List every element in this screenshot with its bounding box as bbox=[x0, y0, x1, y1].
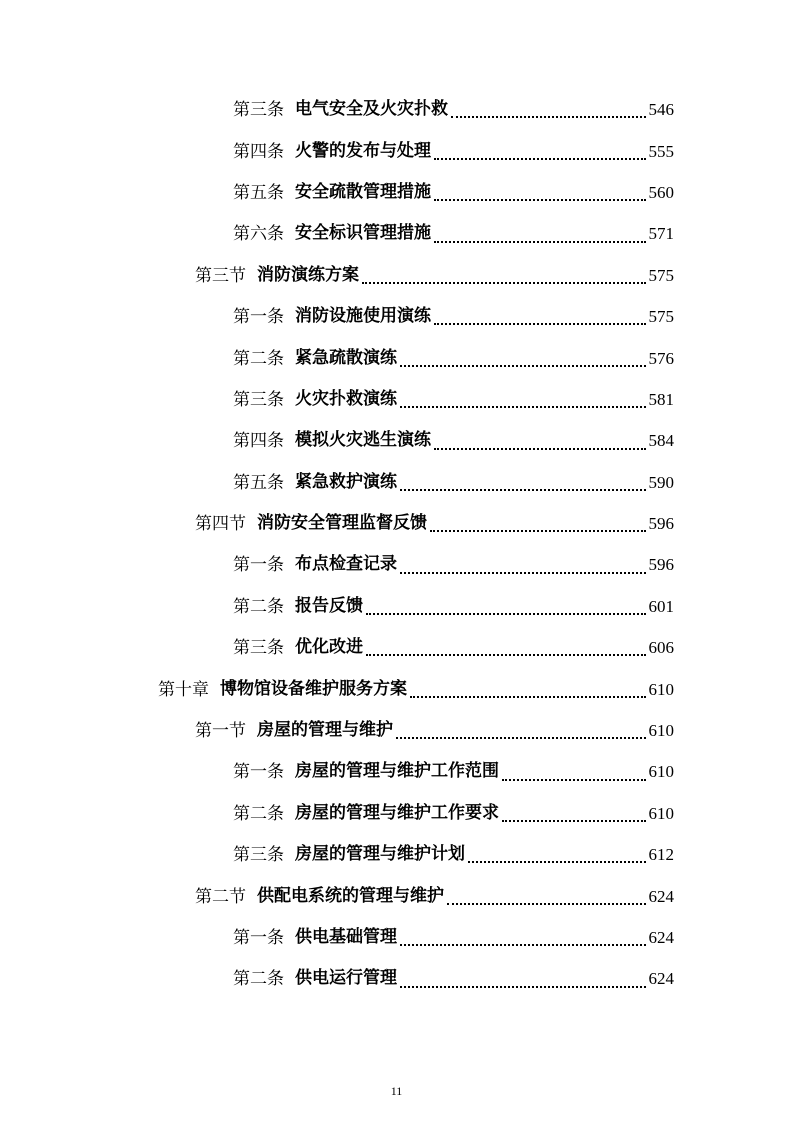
toc-entry-page: 612 bbox=[648, 845, 674, 865]
toc-entry-title: 房屋的管理与维护工作要求 bbox=[295, 802, 499, 823]
toc-entry-number: 第二条 bbox=[233, 803, 284, 823]
toc-entry-title: 优化改进 bbox=[295, 637, 363, 658]
toc-entry-page: 584 bbox=[648, 431, 674, 451]
toc-dot-leader bbox=[366, 613, 646, 615]
toc-entry-page: 624 bbox=[648, 928, 674, 947]
toc-entry-number: 第三条 bbox=[233, 389, 284, 409]
toc-entry-page: 624 bbox=[648, 969, 674, 989]
toc-entry-page: 610 bbox=[648, 762, 674, 782]
toc-entry-page: 624 bbox=[648, 886, 674, 906]
toc-entry-article[interactable] bbox=[0, 917, 793, 958]
toc-entry-title: 供配电系统的管理与维护 bbox=[257, 885, 444, 906]
toc-entry-title: 紧急救护演练 bbox=[295, 471, 397, 492]
toc-entry-number: 第一条 bbox=[233, 555, 284, 575]
toc-entry-page: 610 bbox=[648, 679, 674, 699]
toc-entry-title: 供电基础管理 bbox=[295, 927, 397, 947]
toc-dot-leader bbox=[410, 696, 646, 698]
toc-dot-leader bbox=[434, 199, 646, 201]
toc-entry-page: 571 bbox=[648, 224, 674, 244]
toc-entry-section[interactable] bbox=[0, 255, 793, 296]
toc-entry-page: 596 bbox=[648, 555, 674, 575]
toc-dot-leader bbox=[447, 903, 646, 905]
toc-entry-article[interactable] bbox=[0, 462, 793, 503]
toc-dot-leader bbox=[434, 241, 646, 243]
toc-entry-article[interactable] bbox=[0, 586, 793, 627]
toc-entry-title: 火警的发布与处理 bbox=[295, 140, 431, 161]
toc-dot-leader bbox=[366, 654, 646, 656]
toc-entry-page: 546 bbox=[648, 100, 674, 120]
toc-entry-title: 电气安全及火灾扑救 bbox=[295, 99, 448, 120]
toc-entry-article[interactable] bbox=[0, 544, 793, 585]
toc-entry-page: 576 bbox=[648, 348, 674, 368]
table-of-contents bbox=[0, 89, 793, 1000]
toc-entry-number: 第二节 bbox=[195, 886, 246, 906]
toc-entry-article[interactable] bbox=[0, 172, 793, 213]
toc-entry-article[interactable] bbox=[0, 296, 793, 337]
toc-entry-article[interactable] bbox=[0, 89, 793, 130]
page-number: 11 bbox=[390, 1084, 403, 1098]
toc-entry-title: 博物馆设备维护服务方案 bbox=[220, 678, 407, 699]
toc-entry-title: 消防演练方案 bbox=[257, 264, 359, 285]
toc-entry-chapter[interactable] bbox=[0, 668, 793, 709]
toc-entry-number: 第三节 bbox=[195, 265, 246, 285]
toc-entry-page: 555 bbox=[648, 141, 674, 161]
toc-dot-leader bbox=[362, 282, 646, 284]
toc-entry-page: 560 bbox=[648, 182, 674, 202]
toc-entry-number: 第六条 bbox=[233, 224, 284, 244]
toc-dot-leader bbox=[434, 323, 646, 325]
toc-entry-number: 第三条 bbox=[233, 100, 284, 120]
toc-entry-title: 报告反馈 bbox=[295, 595, 363, 616]
toc-entry-number: 第二条 bbox=[233, 348, 284, 368]
toc-entry-title: 消防设施使用演练 bbox=[295, 306, 431, 327]
toc-entry-title: 消防安全管理监督反馈 bbox=[257, 513, 427, 534]
toc-entry-article[interactable] bbox=[0, 751, 793, 792]
toc-entry-title: 模拟火灾逃生演练 bbox=[295, 430, 431, 451]
toc-entry-title: 供电运行管理 bbox=[295, 968, 397, 989]
toc-dot-leader bbox=[400, 365, 646, 367]
toc-entry-article[interactable] bbox=[0, 379, 793, 420]
toc-entry-title: 火灾扑救演练 bbox=[295, 388, 397, 409]
toc-entry-page: 610 bbox=[648, 721, 674, 741]
toc-dot-leader bbox=[400, 489, 646, 491]
toc-dot-leader bbox=[502, 820, 646, 822]
toc-dot-leader bbox=[434, 448, 646, 450]
toc-entry-title: 房屋的管理与维护工作范围 bbox=[295, 761, 499, 782]
toc-entry-article[interactable] bbox=[0, 337, 793, 378]
toc-entry-page: 575 bbox=[648, 265, 674, 285]
toc-entry-number: 第四节 bbox=[195, 514, 246, 534]
toc-entry-page: 596 bbox=[648, 514, 674, 534]
toc-entry-page: 610 bbox=[648, 803, 674, 823]
toc-entry-page: 590 bbox=[648, 472, 674, 492]
toc-dot-leader bbox=[400, 986, 646, 988]
toc-entry-number: 第一节 bbox=[195, 721, 246, 741]
toc-entry-number: 第一条 bbox=[233, 928, 284, 947]
toc-entry-number: 第三条 bbox=[233, 638, 284, 658]
toc-entry-number: 第十章 bbox=[158, 679, 209, 699]
toc-entry-page: 601 bbox=[648, 596, 674, 616]
toc-entry-number: 第四条 bbox=[233, 431, 284, 451]
toc-entry-title: 安全标识管理措施 bbox=[295, 223, 431, 244]
toc-entry-article[interactable] bbox=[0, 793, 793, 834]
toc-entry-number: 第一条 bbox=[233, 307, 284, 327]
toc-entry-title: 房屋的管理与维护 bbox=[257, 720, 393, 741]
toc-entry-page: 575 bbox=[648, 307, 674, 327]
toc-entry-title: 紧急疏散演练 bbox=[295, 347, 397, 368]
toc-entry-number: 第三条 bbox=[233, 845, 284, 865]
toc-entry-article[interactable] bbox=[0, 958, 793, 999]
toc-entry-number: 第二条 bbox=[233, 969, 284, 989]
toc-dot-leader bbox=[434, 158, 646, 160]
toc-entry-page: 581 bbox=[648, 389, 674, 409]
toc-dot-leader bbox=[430, 530, 646, 532]
toc-entry-title: 布点检查记录 bbox=[295, 554, 397, 575]
toc-dot-leader bbox=[502, 779, 646, 781]
toc-entry-section[interactable] bbox=[0, 503, 793, 544]
toc-entry-section[interactable] bbox=[0, 710, 793, 751]
toc-dot-leader bbox=[468, 861, 646, 863]
toc-entry-number: 第四条 bbox=[233, 141, 284, 161]
toc-entry-section[interactable] bbox=[0, 875, 793, 916]
toc-entry-article[interactable] bbox=[0, 420, 793, 461]
toc-entry-number: 第五条 bbox=[233, 472, 284, 492]
toc-dot-leader bbox=[400, 406, 646, 408]
toc-entry-article[interactable] bbox=[0, 130, 793, 171]
toc-entry-title: 房屋的管理与维护计划 bbox=[295, 844, 465, 865]
toc-entry-article[interactable] bbox=[0, 627, 793, 668]
toc-entry-title: 安全疏散管理措施 bbox=[295, 181, 431, 202]
toc-dot-leader bbox=[451, 116, 646, 118]
toc-dot-leader bbox=[400, 944, 646, 946]
toc-entry-article[interactable] bbox=[0, 834, 793, 875]
toc-entry-article[interactable] bbox=[0, 213, 793, 254]
toc-dot-leader bbox=[400, 572, 646, 574]
toc-entry-number: 第一条 bbox=[233, 762, 284, 782]
toc-entry-page: 606 bbox=[648, 638, 674, 658]
toc-dot-leader bbox=[396, 737, 646, 739]
toc-entry-number: 第五条 bbox=[233, 182, 284, 202]
toc-entry-number: 第二条 bbox=[233, 596, 284, 616]
